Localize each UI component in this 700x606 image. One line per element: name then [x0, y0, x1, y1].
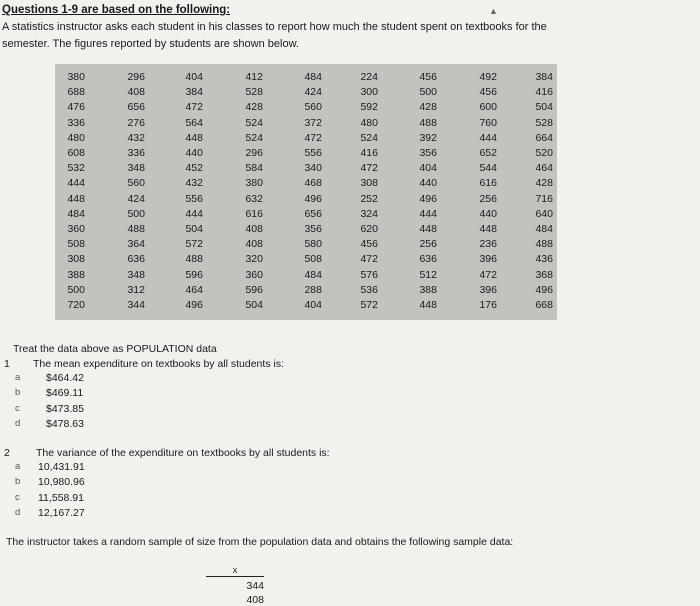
table-cell: 384: [535, 71, 553, 83]
table-cell: 436: [535, 253, 553, 266]
option-letter: b: [15, 387, 21, 399]
intro-line-2: semester. The figures reported by students are shown below.: [2, 38, 299, 50]
table-cell: 524: [245, 131, 263, 144]
table-cell: 452: [185, 162, 203, 175]
sample-column-header: x: [206, 565, 264, 577]
table-cell: 664: [535, 131, 553, 144]
table-cell: 592: [360, 101, 378, 114]
table-cell: 640: [535, 207, 553, 220]
option-value: $464.42: [46, 372, 84, 384]
table-cell: 428: [245, 101, 263, 114]
table-cell: 424: [127, 192, 145, 205]
table-cell: 596: [185, 268, 203, 281]
table-cell: 512: [419, 268, 437, 281]
table-cell: 468: [304, 177, 322, 190]
table-cell: 560: [127, 177, 145, 190]
table-cell: 528: [535, 116, 553, 129]
table-cell: 556: [304, 147, 322, 159]
sample-value: 408: [246, 594, 264, 606]
table-cell: 432: [185, 177, 203, 190]
table-cell: 464: [535, 162, 553, 175]
table-cell: 488: [419, 116, 437, 129]
questions-title: Questions 1-9 are based on the following:: [2, 4, 231, 16]
table-cell: 496: [304, 192, 322, 205]
table-cell: 412: [245, 71, 263, 83]
table-cell: 416: [535, 86, 553, 99]
intro-line-1: A statistics instructor asks each student in his classes to report how much the student spent on textbooks for the: [2, 21, 547, 33]
table-cell: 480: [360, 116, 378, 129]
table-cell: 392: [419, 131, 437, 144]
table-cell: 472: [304, 131, 322, 144]
table-cell: 716: [535, 192, 553, 205]
sample-intro: The instructor takes a random sample of size from the population data and obtains the following sample data:: [6, 536, 514, 548]
table-cell: 472: [479, 268, 497, 281]
table-cell: 444: [419, 207, 437, 220]
table-cell: 496: [419, 192, 437, 205]
option-letter: c: [15, 491, 20, 503]
table-cell: 536: [360, 283, 378, 296]
table-cell: 336: [127, 147, 145, 159]
table-cell: 448: [479, 223, 497, 235]
table-cell: 448: [419, 223, 437, 235]
table-cell: 300: [360, 86, 378, 99]
table-cell: 576: [360, 268, 378, 281]
table-cell: 368: [535, 268, 553, 281]
option-letter: d: [15, 417, 21, 429]
table-cell: 480: [67, 131, 85, 144]
table-cell: 380: [67, 71, 85, 83]
table-cell: 440: [185, 147, 203, 159]
table-cell: 456: [479, 86, 497, 99]
option-value: 12,167.27: [38, 506, 85, 519]
table-cell: 456: [419, 71, 437, 83]
table-cell: 364: [127, 238, 145, 251]
table-cell: 444: [67, 177, 85, 190]
table-cell: 424: [304, 86, 322, 99]
table-cell: 524: [245, 116, 263, 129]
table-cell: 296: [127, 71, 145, 83]
table-cell: 492: [479, 71, 497, 83]
table-cell: 384: [185, 86, 203, 99]
table-cell: 560: [304, 101, 322, 114]
table-cell: 600: [479, 101, 497, 114]
table-cell: 176: [479, 299, 497, 311]
table-cell: 360: [245, 268, 263, 281]
table-cell: 348: [127, 162, 145, 175]
table-cell: 448: [67, 192, 85, 205]
table-cell: 360: [67, 223, 85, 235]
table-cell: 448: [419, 299, 437, 311]
option-letter: a: [15, 461, 21, 472]
table-cell: 428: [419, 101, 437, 114]
table-cell: 616: [245, 207, 263, 220]
table-cell: 488: [127, 223, 145, 235]
table-cell: 656: [127, 101, 145, 114]
table-cell: 440: [479, 207, 497, 220]
table-cell: 408: [127, 86, 145, 99]
table-cell: 372: [304, 116, 322, 129]
option-value: $473.85: [46, 402, 84, 415]
table-cell: 356: [304, 223, 322, 235]
table-cell: 476: [67, 101, 85, 114]
table-cell: 564: [185, 116, 203, 129]
table-cell: 652: [479, 147, 497, 159]
question-2-text: The variance of the expenditure on textbooks by all students is:: [36, 447, 330, 459]
table-cell: 616: [479, 177, 497, 190]
table-cell: 504: [245, 299, 263, 311]
option-value: 11,558.91: [38, 491, 84, 504]
table-cell: 656: [304, 207, 322, 220]
table-cell: 496: [185, 299, 203, 311]
table-cell: 524: [360, 131, 378, 144]
table-cell: 572: [360, 299, 378, 311]
table-cell: 396: [479, 253, 497, 266]
question-1-text: The mean expenditure on textbooks by all students is:: [33, 358, 284, 370]
table-cell: 408: [245, 223, 263, 235]
population-instruction: Treat the data above as POPULATION data: [13, 343, 217, 355]
table-cell: 484: [535, 223, 553, 235]
table-cell: 344: [127, 299, 145, 311]
table-cell: 348: [127, 268, 145, 281]
table-cell: 388: [67, 268, 85, 281]
table-cell: 504: [185, 223, 203, 235]
table-cell: 388: [419, 283, 437, 296]
table-cell: 484: [67, 207, 85, 220]
table-cell: 584: [245, 162, 263, 175]
table-cell: 520: [535, 147, 553, 159]
table-cell: 504: [535, 101, 553, 114]
table-cell: 720: [67, 299, 85, 311]
option-letter: b: [15, 476, 21, 488]
table-cell: 320: [245, 253, 263, 266]
table-cell: 572: [185, 238, 203, 251]
table-cell: 432: [127, 131, 145, 144]
table-cell: 296: [245, 147, 263, 159]
table-cell: 356: [419, 147, 437, 159]
table-cell: 668: [535, 299, 553, 311]
question-1-number: 1: [4, 358, 10, 370]
table-cell: 632: [245, 192, 263, 205]
option-letter: d: [15, 506, 21, 518]
table-cell: 312: [127, 283, 145, 296]
table-cell: 472: [360, 162, 378, 175]
table-cell: 636: [419, 253, 437, 266]
table-cell: 532: [67, 162, 85, 175]
table-cell: 336: [67, 116, 85, 129]
table-cell: 276: [127, 116, 145, 129]
table-cell: 252: [360, 192, 378, 205]
table-cell: 508: [304, 253, 322, 266]
marker-glyph: ▲: [489, 6, 498, 16]
table-cell: 380: [245, 177, 263, 190]
table-cell: 500: [419, 86, 437, 99]
table-cell: 620: [360, 223, 378, 235]
table-cell: 488: [535, 238, 553, 251]
table-cell: 500: [127, 207, 145, 220]
option-value: $469.11: [46, 387, 84, 400]
option-letter: c: [15, 402, 20, 414]
table-cell: 556: [185, 192, 203, 205]
table-cell: 488: [185, 253, 203, 266]
question-2-number: 2: [4, 447, 10, 459]
table-cell: 484: [304, 268, 322, 281]
table-cell: 340: [304, 162, 322, 175]
table-cell: 472: [185, 101, 203, 114]
sample-value: 344: [246, 580, 264, 592]
table-cell: 404: [185, 71, 203, 83]
table-cell: 324: [360, 207, 378, 220]
table-cell: 464: [185, 283, 203, 296]
option-value: $478.63: [46, 417, 84, 430]
table-cell: 636: [127, 253, 145, 266]
table-cell: 496: [535, 283, 553, 296]
option-value: 10,980.96: [38, 476, 85, 489]
table-cell: 236: [479, 238, 497, 251]
table-cell: 608: [67, 147, 85, 159]
table-cell: 484: [304, 71, 322, 83]
table-cell: 456: [360, 238, 378, 251]
table-cell: 308: [67, 253, 85, 266]
table-cell: 444: [185, 207, 203, 220]
option-letter: a: [15, 372, 21, 383]
table-cell: 416: [360, 147, 378, 159]
table-cell: 404: [304, 299, 322, 311]
table-cell: 688: [67, 86, 85, 99]
table-cell: 760: [479, 116, 497, 129]
table-cell: 528: [245, 86, 263, 99]
table-cell: 544: [479, 162, 497, 175]
table-cell: 308: [360, 177, 378, 190]
table-cell: 444: [479, 131, 497, 144]
table-cell: 472: [360, 253, 378, 266]
table-cell: 428: [535, 177, 553, 190]
table-cell: 256: [419, 238, 437, 251]
table-cell: 448: [185, 131, 203, 144]
table-cell: 500: [67, 283, 85, 296]
table-cell: 256: [479, 192, 497, 205]
option-value: 10,431.91: [38, 461, 85, 473]
table-cell: 404: [419, 162, 437, 175]
table-cell: 580: [304, 238, 322, 251]
table-cell: 288: [304, 283, 322, 296]
table-cell: 508: [67, 238, 85, 251]
table-cell: 596: [245, 283, 263, 296]
table-cell: 440: [419, 177, 437, 190]
table-cell: 224: [360, 71, 378, 83]
table-cell: 408: [245, 238, 263, 251]
table-cell: 396: [479, 283, 497, 296]
